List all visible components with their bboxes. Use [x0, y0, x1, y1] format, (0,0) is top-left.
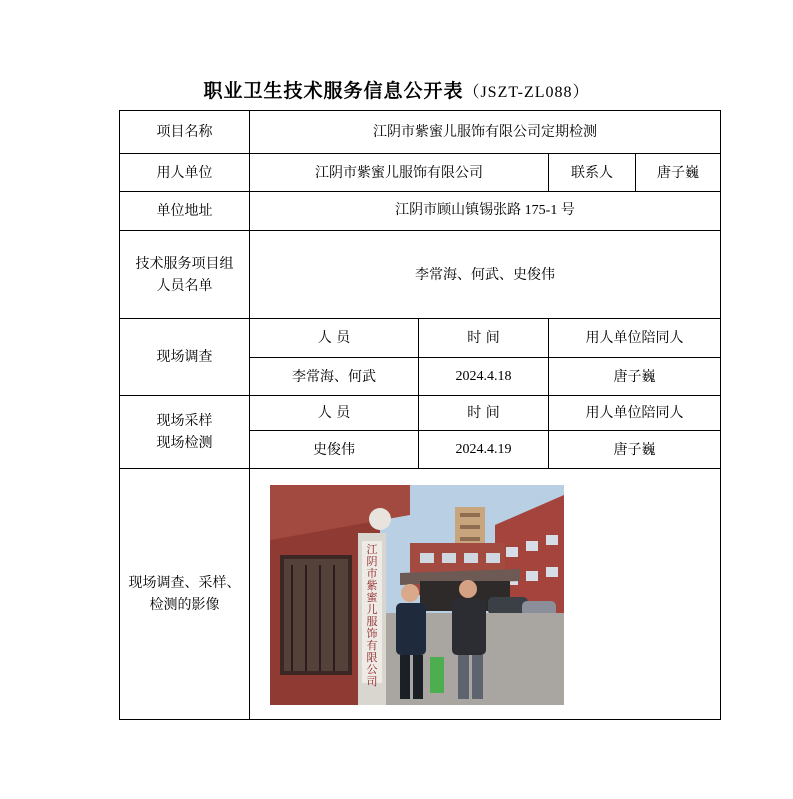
sampling-header-personnel: 人 员: [250, 396, 419, 431]
survey-header-personnel: 人 员: [250, 319, 419, 358]
survey-header-companion: 用人单位陪同人: [549, 319, 721, 358]
sampling-label-line1: 现场采样: [156, 413, 213, 429]
info-table: [119, 110, 721, 720]
images-cell: [250, 469, 721, 720]
team-label: [120, 231, 250, 319]
survey-personnel: 李常海、何武: [250, 358, 419, 396]
survey-companion: 唐子巍: [549, 358, 721, 396]
sampling-label-line2: 现场检测: [156, 435, 213, 451]
contact-value: 唐子巍: [636, 154, 721, 192]
team-row: [120, 231, 721, 319]
project-row: [120, 111, 721, 154]
contact-label: 联系人: [549, 154, 636, 192]
employer-value: 江阴市紫蜜儿服饰有限公司: [250, 154, 549, 192]
sampling-header-row: [120, 396, 721, 431]
gate-sign-text: 江阴市紫蜜儿服饰有限公司: [366, 543, 378, 688]
employer-label: 用人单位: [120, 154, 250, 192]
sampling-personnel: 史俊伟: [250, 431, 419, 469]
doc-code: （JSZT-ZL088）: [463, 84, 590, 101]
survey-header-row: [120, 319, 721, 358]
survey-date: 2024.4.18: [419, 358, 549, 396]
address-label: 单位地址: [120, 192, 250, 231]
page-title: [0, 76, 793, 103]
address-value: 江阴市顾山镇锡张路 175-1 号: [250, 192, 721, 231]
sampling-label: [120, 396, 250, 469]
project-value: 江阴市紫蜜儿服饰有限公司定期检测: [250, 111, 721, 154]
sampling-header-date: 时 间: [419, 396, 549, 431]
survey-label: 现场调查: [120, 319, 250, 396]
project-label: 项目名称: [120, 111, 250, 154]
employer-row: [120, 154, 721, 192]
sampling-companion: 唐子巍: [549, 431, 721, 469]
sampling-date: 2024.4.19: [419, 431, 549, 469]
address-row: [120, 192, 721, 231]
team-value: 李常海、何武、史俊伟: [250, 231, 721, 319]
sampling-header-companion: 用人单位陪同人: [549, 396, 721, 431]
images-row: [120, 469, 721, 720]
images-label-line1: 现场调查、采样、: [128, 575, 241, 591]
site-photo: [270, 485, 564, 705]
title-text: 职业卫生技术服务信息公开表: [203, 80, 464, 102]
team-label-line1: 技术服务项目组: [135, 255, 234, 272]
images-label-line2: 检测的影像: [149, 597, 220, 613]
images-label: [120, 469, 250, 720]
team-label-line2: 人员名单: [156, 277, 213, 294]
survey-header-date: 时 间: [419, 319, 549, 358]
